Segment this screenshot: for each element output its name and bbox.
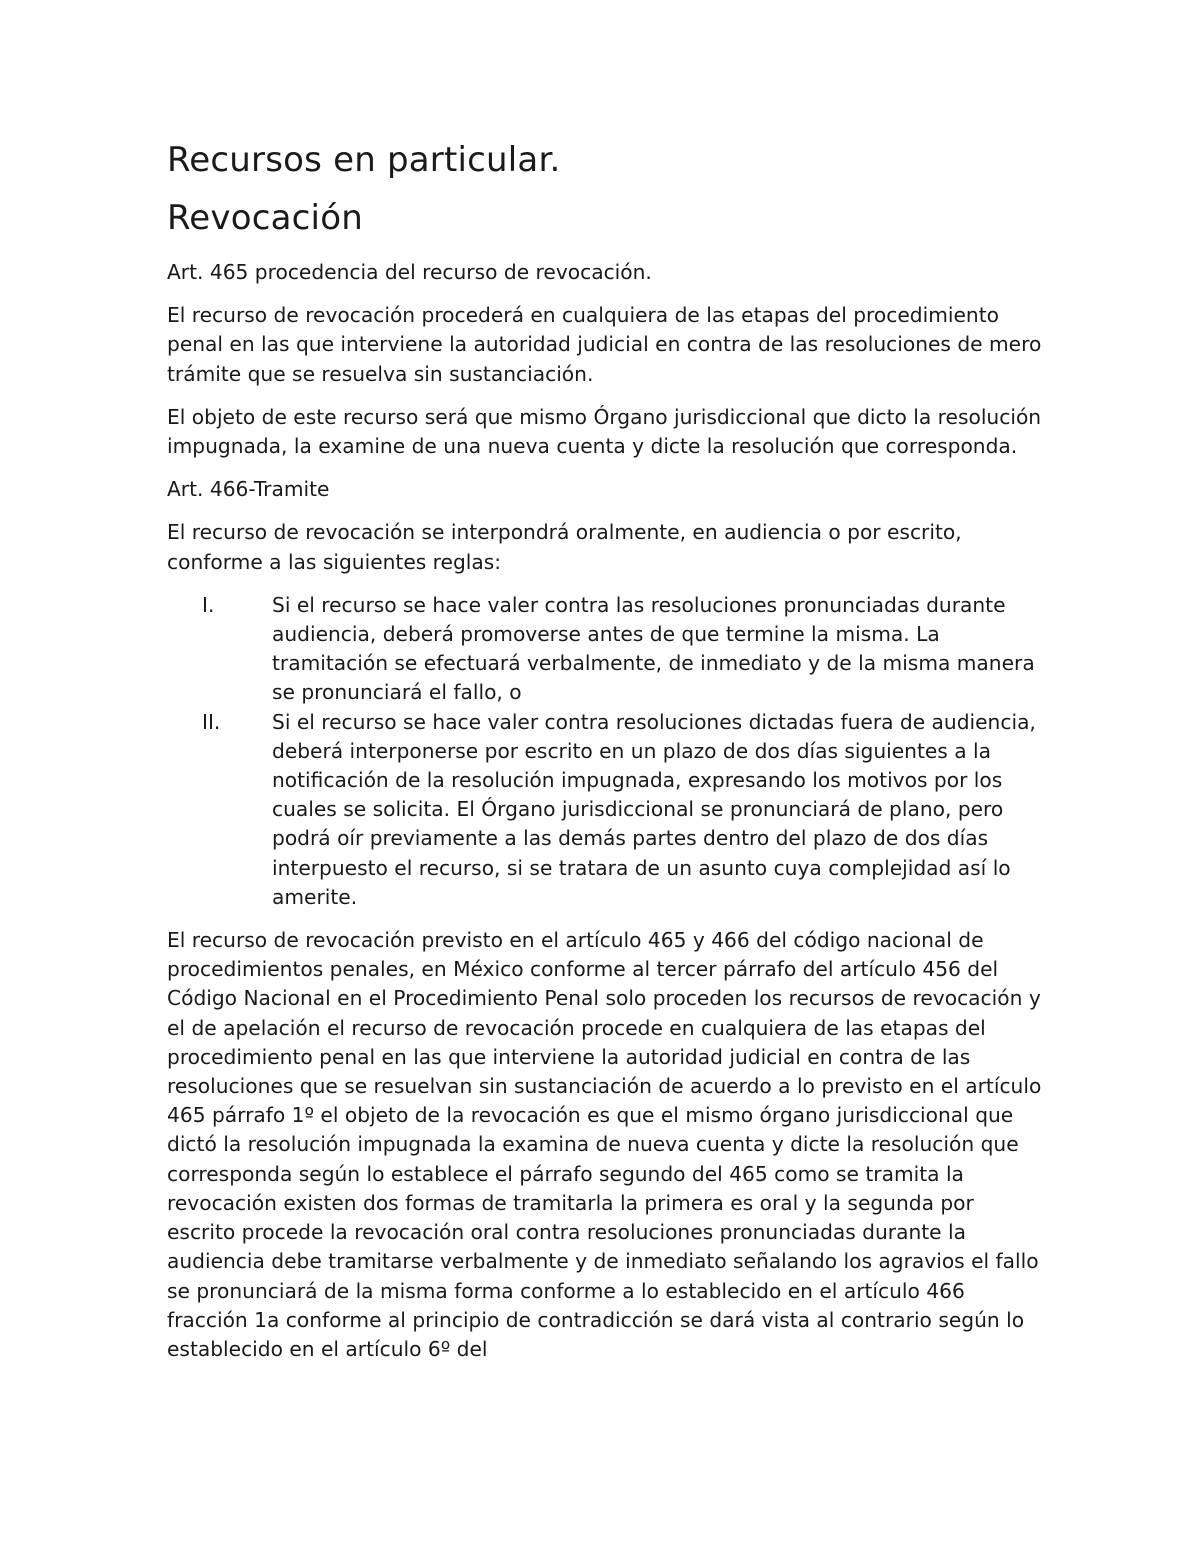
paragraph-objeto: El objeto de este recurso será que mismo Órgano jurisdiccional que dicto la resolución impugnada, la examine de una nueva cuenta y dicte la resolución que corresponda. <box>167 404 1042 459</box>
article-465-heading: Art. 465 procedencia del recurso de revocación. <box>167 260 652 284</box>
article-466-heading: Art. 466-Tramite <box>167 477 330 502</box>
document-title: Recursos en particular. <box>167 140 561 180</box>
list-item <box>167 591 1047 708</box>
list-item <box>167 708 1047 912</box>
paragraph-reglas-intro: El recurso de revocación se interpondrá oralmente, en audiencia o por escrito, conforme a las siguientes reglas: <box>167 520 962 574</box>
paragraph-analisis: El recurso de revocación previsto en el artículo 465 y 466 del código nacional de procedimientos penales, en México conforme al tercer párrafo del artículo 456 del Código Nacional en el Procedimiento Penal solo proceden los recursos de revocación y el de apelación el recurso de revocación procede en cualquiera de las etapas del procedimiento penal en las que interviene la autoridad judicial en contra de las resoluciones que se resuelvan sin sustanciación de acuerdo a lo previsto en el artículo 465 párrafo 1º el objeto de la revocación es que el mismo órgano jurisdiccional que dictó la resolución impugnada la examina de nueva cuenta y dicte la resolución que corresponda según lo establece el párrafo segundo del 465 como se tramita la revocación existen dos formas de tramitarla la primera es oral y la segunda por escrito procede la revocación oral contra resoluciones pronunciadas durante la audiencia debe tramitarse verbalmente y de inmediato señalando los agravios el fallo se pronunciará de la misma forma conforme a lo establecido en el artículo 466 fracción 1a conforme al principio de contradicción se dará vista al contrario según lo establecido en el artículo 6º del <box>167 928 1042 1361</box>
list-item-number: I. <box>202 592 215 617</box>
paragraph-procedencia: El recurso de revocación procederá en cualquiera de las etapas del procedimiento penal en las que interviene la autoridad judicial en contra de las resoluciones de mero trámite que se resuelva sin sustanciación. <box>167 303 1042 386</box>
document-page <box>167 138 1047 1378</box>
list-item-text: Si el recurso se hace valer contra las resoluciones pronunciadas durante audiencia, deberá promoverse antes de que termine la misma. La tramitación se efectuará verbalmente, de inmediato y de la misma manera se pronunciará el fallo, o <box>272 592 1035 705</box>
list-item-number: II. <box>202 709 221 734</box>
list-item-text: Si el recurso se hace valer contra resoluciones dictadas fuera de audiencia, deberá interponerse por escrito en un plazo de dos días siguientes a la notificación de la resolución impugnada, expresando los motivos por los cuales se solicita. El Órgano jurisdiccional se pronunciará de plano, pero podrá oír previamente a las demás partes dentro del plazo de dos días interpuesto el recurso, si se tratara de un asunto cuya complejidad así lo amerite. <box>272 709 1036 909</box>
rules-list <box>167 591 1047 912</box>
section-heading-revocacion: Revocación <box>167 198 363 238</box>
